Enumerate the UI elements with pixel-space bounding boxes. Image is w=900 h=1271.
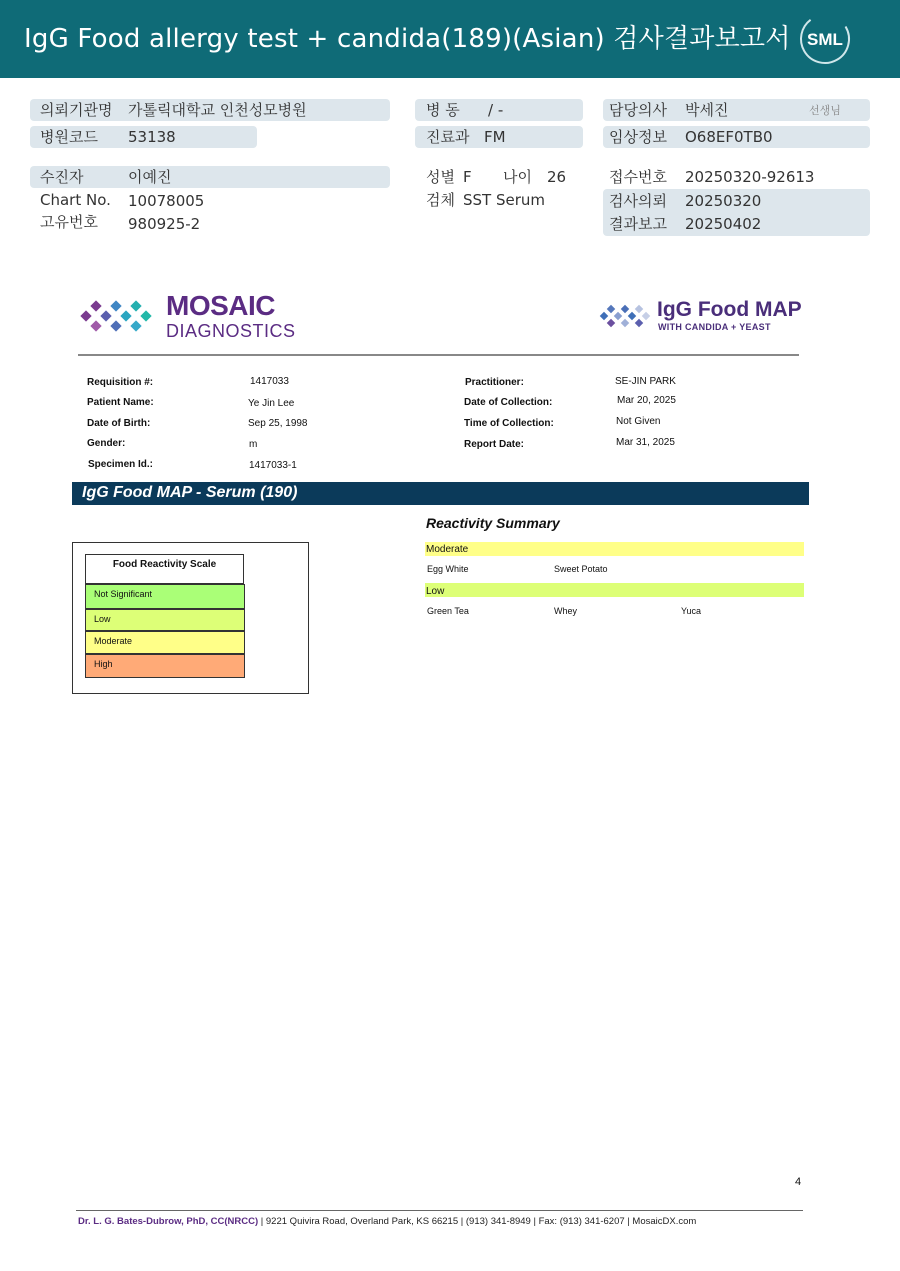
mosaic-logo-mark <box>78 294 160 338</box>
patient-pill <box>30 166 390 188</box>
institution-value: 가톨릭대학교 인천성모병원 <box>128 101 307 119</box>
department-label: 진료과 <box>426 128 470 146</box>
dob-value: Sep 25, 1998 <box>248 418 308 429</box>
doctor-suffix: 선생님 <box>809 104 841 117</box>
footer-name: Dr. L. G. Bates-Dubrow, PhD, CC(NRCC) <box>78 1216 259 1227</box>
scale-title: Food Reactivity Scale <box>85 554 244 584</box>
requisition-label: Requisition #: <box>87 377 154 388</box>
dob-label: Date of Birth: <box>87 418 151 429</box>
specimen-value: SST Serum <box>463 191 546 209</box>
specimen-id-label: Specimen Id.: <box>88 459 154 470</box>
section-title: IgG Food MAP - Serum (190) <box>82 484 298 501</box>
low-band <box>425 583 804 597</box>
specimen-id-value: 1417033-1 <box>249 460 297 471</box>
clinical-label: 임상정보 <box>609 128 667 146</box>
sml-logo <box>798 12 852 66</box>
practitioner-label: Practitioner: <box>465 377 524 388</box>
hospital-code-label: 병원코드 <box>40 128 98 146</box>
specimen-label: 검체 <box>426 191 455 209</box>
report-value: 20250402 <box>685 215 762 233</box>
footer-address: | 9221 Quivira Road, Overland Park, KS 66215 | (913) 341-8949 | Fax: (913) 341-6207 | MosaicDX.com <box>258 1216 697 1227</box>
footer-text <box>78 1216 696 1227</box>
moderate-item: Egg White <box>427 564 469 574</box>
low-item: Green Tea <box>427 606 469 616</box>
report-date-label: Report Date: <box>464 439 525 450</box>
foodmap-logo-mark <box>598 302 654 332</box>
low-item: Yuca <box>681 606 702 616</box>
page-number: 4 <box>795 1176 802 1188</box>
scale-level-moderate: Moderate <box>85 631 245 654</box>
unique-label: 고유번호 <box>40 213 98 231</box>
collection-time-label: Time of Collection: <box>464 418 554 429</box>
report-label: 결과보고 <box>609 215 667 233</box>
institution-label: 의뢰기관명 <box>40 101 113 119</box>
low-item: Whey <box>554 606 578 616</box>
sex-value: F <box>463 168 472 186</box>
hospital-code-value: 53138 <box>128 128 176 146</box>
moderate-band <box>425 542 804 556</box>
foodmap-product-line2: WITH CANDIDA + YEAST <box>658 322 771 332</box>
clinical-value: O68EF0TB0 <box>685 128 773 146</box>
scale-level-high: High <box>85 654 245 678</box>
collection-time-value: Not Given <box>616 416 661 427</box>
collection-date-label: Date of Collection: <box>464 397 553 408</box>
moderate-item: Sweet Potato <box>554 564 608 574</box>
mosaic-brand-line1: MOSAIC <box>166 290 275 321</box>
foodmap-product-line1: IgG Food MAP <box>657 298 802 321</box>
doctor-value: 박세진 <box>685 101 729 119</box>
request-label: 검사의뢰 <box>609 192 667 210</box>
footer-divider <box>76 1210 803 1211</box>
sml-logo-text: SML <box>807 30 843 49</box>
reactivity-summary-title: Reactivity Summary <box>426 515 560 531</box>
scale-level-low: Low <box>85 609 245 631</box>
ward-label: 병 동 <box>426 101 460 119</box>
age-label: 나이 <box>503 168 532 186</box>
moderate-band-label: Moderate <box>426 544 469 555</box>
ward-value: / - <box>488 101 504 119</box>
sex-label: 성별 <box>426 168 455 186</box>
low-band-label: Low <box>426 586 445 597</box>
collection-date-value: Mar 20, 2025 <box>617 395 676 406</box>
practitioner-value: SE-JIN PARK <box>615 376 676 387</box>
chart-label: Chart No. <box>40 191 111 209</box>
report-title: IgG Food allergy test + candida(189)(Asian) 검사결과보고서 <box>24 24 791 54</box>
requisition-value: 1417033 <box>250 376 289 387</box>
chart-value: 10078005 <box>128 192 205 210</box>
age-value: 26 <box>547 168 567 186</box>
unique-value: 980925-2 <box>128 215 201 233</box>
header-divider <box>78 354 799 356</box>
doctor-label: 담당의사 <box>609 101 667 119</box>
gender-value: m <box>249 439 258 450</box>
patient-label: 수진자 <box>40 168 84 186</box>
request-value: 20250320 <box>685 192 762 210</box>
reception-label: 접수번호 <box>609 168 667 186</box>
patient-name-label: Patient Name: <box>87 397 154 408</box>
department-value: FM <box>484 128 506 146</box>
report-date-value: Mar 31, 2025 <box>616 437 675 448</box>
reception-value: 20250320-92613 <box>685 168 815 186</box>
mosaic-brand-line2: DIAGNOSTICS <box>166 321 296 341</box>
scale-level-not-significant: Not Significant <box>85 584 245 609</box>
gender-label: Gender: <box>87 438 126 449</box>
patient-name-value: Ye Jin Lee <box>248 398 295 409</box>
patient-value: 이예진 <box>128 168 172 186</box>
